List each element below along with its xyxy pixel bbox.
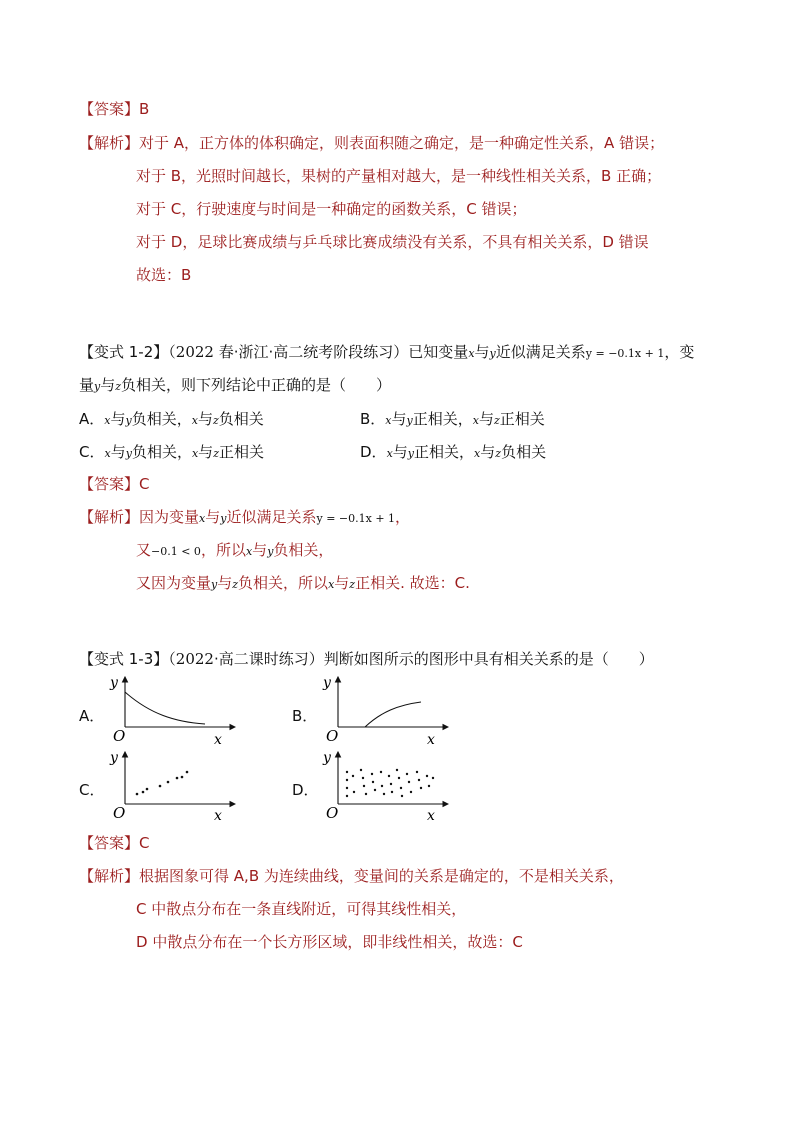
scatter-points-rectangular [346, 769, 434, 797]
x-axis-label: x [214, 808, 222, 824]
answer-tag: 【答案】 [79, 100, 140, 118]
question-tag: 【变式 1-2】 [79, 343, 169, 361]
analysis-tag: 【解析】 [79, 867, 140, 885]
question-1-2-stem-line-1: 【变式 1-2】（2022 春·浙江·高二统考阶段练习）已知变量x与y近似满足关系y = −0.1x + 1，变 [79, 343, 695, 361]
option-a-label[interactable]: A． [79, 707, 105, 725]
origin-label: O [113, 804, 126, 822]
option-a-graph [110, 672, 240, 748]
origin-label: O [326, 727, 339, 745]
analysis-line-1-2-b: 又−0.1 < 0，所以x与y负相关， [136, 541, 334, 559]
origin-label: O [326, 804, 339, 822]
answer-line-3 [79, 833, 150, 853]
y-axis-label: y [110, 750, 118, 766]
x-axis-label: x [427, 808, 435, 824]
answer-value: C [139, 475, 150, 493]
option-a[interactable]: A．x与y负相关，x与z负相关 [79, 410, 264, 428]
y-axis-label: y [110, 675, 118, 691]
option-b-label[interactable]: B． [292, 707, 318, 725]
question-source: ·高二课时练习） [213, 650, 324, 668]
analysis-line-1-2-a: 【解析】因为变量x与y近似满足关系y = −0.1x + 1， [79, 508, 411, 526]
answer-tag: 【答案】 [79, 834, 140, 852]
answer-value: C [139, 834, 150, 852]
y-axis-label: y [323, 675, 331, 691]
question-1-3-stem: 【变式 1-3】（2022·高二课时练习）判断如图所示的图形中具有相关关系的是（ ） [79, 650, 654, 668]
analysis-line-1-3-a: 【解析】根据图象可得 A,B 为连续曲线，变量间的关系是确定的，不是相关关系， [79, 867, 624, 885]
relation-formula: y = −0.1x + 1 [585, 347, 665, 360]
scatter-points-linear [136, 771, 189, 796]
y-axis-label: y [323, 750, 331, 766]
option-b-graph [323, 672, 453, 748]
x-axis-label: x [214, 732, 222, 748]
source-year: 2022 [175, 343, 214, 361]
analysis-tag: 【解析】 [79, 508, 140, 526]
analysis-text: 对于 A，正方体的体积确定，则表面积随之确定，是一种确定性关系，A 错误； [139, 134, 665, 152]
source-year: 2022 [175, 650, 214, 668]
analysis-line-2: 对于 B，光照时间越长，果树的产量相对越大，是一种线性相关关系，B 正确； [136, 167, 662, 185]
origin-label: O [113, 727, 126, 745]
analysis-line-1-2-c: 又因为变量y与z负相关，所以x与z正相关. 故选：C. [136, 574, 470, 592]
analysis-line-3: 对于 C，行驶速度与时间是一种确定的函数关系，C 错误； [136, 200, 527, 218]
option-c-graph [110, 748, 240, 824]
answer-value: B [139, 100, 150, 118]
question-tag: 【变式 1-3】 [79, 650, 169, 668]
analysis-line-1 [79, 133, 664, 153]
option-c[interactable]: C．x与y负相关，x与z正相关 [79, 443, 264, 461]
option-d[interactable]: D．x与y正相关，x与z负相关 [360, 443, 547, 461]
analysis-line-5: 故选：B [136, 266, 192, 284]
option-c-label[interactable]: C． [79, 781, 105, 799]
option-d-label[interactable]: D． [292, 781, 319, 799]
question-1-2-stem-line-2: 量y与z负相关，则下列结论中正确的是（ ） [79, 376, 392, 394]
answer-line-1 [79, 99, 149, 119]
analysis-tag: 【解析】 [79, 134, 140, 152]
analysis-line-1-3-c: D 中散点分布在一个长方形区域，即非线性相关，故选：C [136, 933, 523, 951]
analysis-line-4: 对于 D，足球比赛成绩与乒乓球比赛成绩没有关系，不具有相关关系，D 错误 [136, 233, 649, 251]
x-axis-label: x [427, 732, 435, 748]
option-d-graph [323, 748, 453, 824]
question-source: 春·浙江·高二统考阶段练习） [213, 343, 409, 361]
answer-line-2 [79, 474, 150, 494]
option-b[interactable]: B．x与y正相关，x与z正相关 [360, 410, 545, 428]
analysis-line-1-3-b: C 中散点分布在一条直线附近，可得其线性相关， [136, 900, 467, 918]
answer-tag: 【答案】 [79, 475, 140, 493]
